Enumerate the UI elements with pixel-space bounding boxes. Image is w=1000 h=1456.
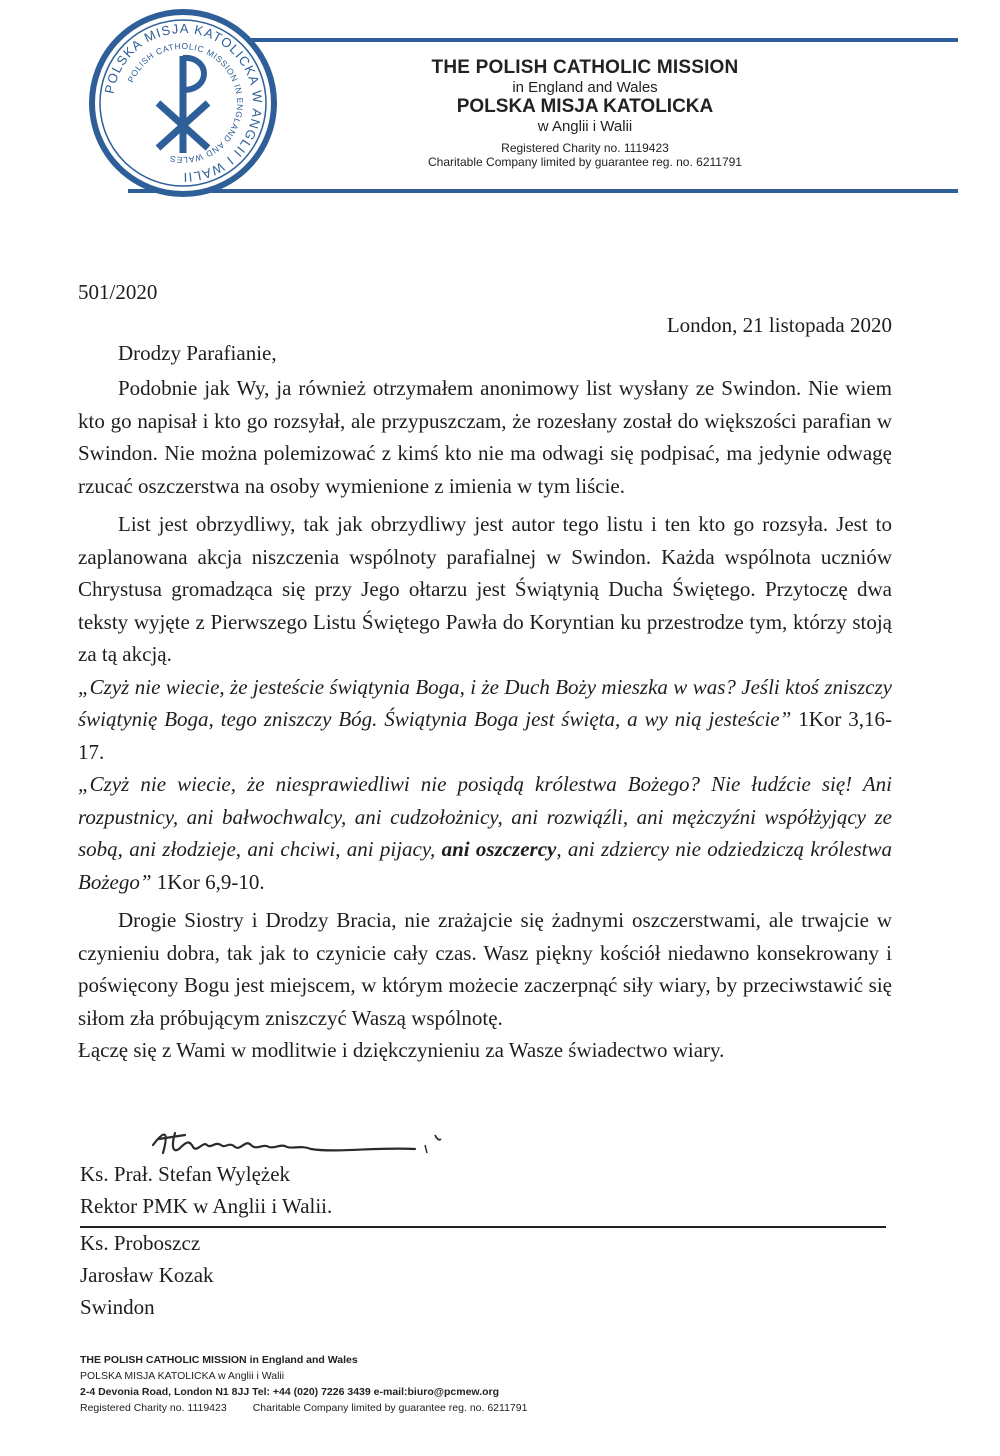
seal-inner-text: POLISH CATHOLIC MISSION IN ENGLAND AND WALES — [125, 40, 246, 166]
quote-1 — [78, 671, 892, 769]
org-subtitle-en: in England and Wales — [512, 79, 658, 96]
quote-1-text: „Czyż nie wiecie, że jesteście świątynia Boga, i że Duch Boży mieszka w was? Jeśli ktoś zniszczy świątynię Boga, tego zniszczy Bóg. Świątynia Boga jest święta, a wy nią jesteście” — [78, 674, 892, 731]
org-title-pl: POLSKA MISJA KATOLICKA — [456, 96, 714, 117]
letter-salutation: Drodzy Parafianie, — [118, 341, 277, 365]
footer-email[interactable]: e-mail:biuro@pcmew.org — [373, 1386, 500, 1398]
paragraph-2 — [78, 508, 892, 671]
letter-footer — [80, 1352, 527, 1416]
footer-org-pl: POLSKA MISJA KATOLICKA — [80, 1370, 216, 1382]
org-subtitle-pl: w Anglii i Walii — [537, 118, 633, 135]
org-title-en: THE POLISH CATHOLIC MISSION — [431, 57, 739, 78]
org-charity-no: Registered Charity no. 1119423 — [501, 141, 669, 155]
footer-address: 2-4 Devonia Road, London N1 8JJ — [80, 1386, 250, 1398]
letter-date: London, 21 listopada 2020 — [666, 313, 892, 337]
footer-company: Charitable Company limited by guarantee reg. no. 6211791 — [252, 1402, 528, 1414]
signatory-1-role: Rektor PMK w Anglii i Walii. — [80, 1194, 333, 1218]
quote-2-text-b: , ani zdziercy nie odziedziczą królestwa Bożego” — [78, 837, 892, 894]
seal-outer-text: POLSKA MISJA KATOLICKA W ANGLII I WALII — [101, 20, 266, 186]
letter-reference: 501/2020 — [78, 280, 158, 304]
quote-2 — [78, 768, 892, 898]
footer-tel: Tel: +44 (020) 7226 3439 — [252, 1386, 371, 1398]
paragraph-1: Podobnie jak Wy, ja również otrzymałem anonimowy list wysłany ze Swindon. Nie wiem kto go napisał i kto go rozsyłał, ale przypuszczam, że rozesłany został do większości parafian w Swindon. Nie można polemizować z kimś kto nie ma odwagi się podpisać, ma jedynie odwagę rzucać oszczerstwa na osoby wymienione z imienia w tym liście. — [78, 376, 892, 498]
footer-org-en-rest: in England and Wales — [249, 1354, 358, 1366]
footer-org-pl-rest: w Anglii i Walii — [217, 1370, 285, 1382]
quote-2-text-bold: ani oszczercy — [441, 837, 557, 861]
signatory-1-name: Ks. Prał. Stefan Wylężek — [80, 1162, 291, 1186]
footer-line-4 — [80, 1400, 527, 1416]
mission-seal — [88, 8, 278, 198]
signatory-2-title: Ks. Proboszcz — [80, 1231, 201, 1255]
quote-2-ref: 1Kor 6,9-10. — [156, 869, 265, 894]
signatory-1 — [80, 1158, 332, 1222]
signatory-2 — [80, 1227, 214, 1323]
footer-line-1 — [80, 1352, 527, 1368]
letter-body — [78, 372, 892, 1067]
paragraph-3: Drogie Siostry i Drodzy Bracia, nie zrażajcie się żadnymi oszczerstwami, ale trwajcie w czynieniu dobra, tak jak to czynicie cały czas. Wasz piękny kościół niedawno konsekrowany i poświęcony Bogu jest miejscem, w którym możecie zaczerpnąć siły wiary, by przeciwstawić się siłom zła próbującym zniszczyć Waszą wspólnotę. — [78, 908, 892, 1030]
footer-line-2 — [80, 1368, 527, 1384]
paragraph-2-text: List jest obrzydliwy, tak jak obrzydliwy jest autor tego listu i ten kto go rozsyła. Jest to zaplanowana akcja niszczenia wspólnoty parafialnej w Swindon. Każda wspólnota uczniów Chrystusa gromadząca się przy Jego ołtarzu jest Świątynią Ducha Świętego. Przytoczę dwa teksty wyjęte z Pierwszego Listu Świętego Pawła do Koryntian ku przestrodze tym, którzy stoją za tą akcją. — [78, 512, 892, 666]
handwritten-signature — [145, 1123, 465, 1163]
org-company-no: Charitable Company limited by guarantee reg. no. 6211791 — [428, 155, 742, 169]
signatory-2-place: Swindon — [80, 1295, 155, 1319]
footer-charity: Registered Charity no. 1119423 — [80, 1402, 227, 1414]
footer-org-en: THE POLISH CATHOLIC MISSION — [80, 1354, 247, 1366]
quote-1-ref: 1Kor 3,16-17. — [78, 707, 893, 764]
closing-line: Łączę się z Wami w modlitwie i dziękczynieniu za Wasze świadectwo wiary. — [78, 1038, 725, 1062]
footer-line-3 — [80, 1384, 527, 1400]
quote-2-text-a: „Czyż nie wiecie, że niesprawiedliwi nie posiądą królestwa Bożego? Nie łudźcie się! Ani rozpustnicy, ani bałwochwalcy, ani cudzołożnicy, ani rozwiąźli, ani mężczyźni współżyjący ze sobą, ani złodzieje, ani chciwi, ani pijacy, — [78, 772, 892, 861]
signatory-2-name: Jarosław Kozak — [80, 1263, 214, 1287]
